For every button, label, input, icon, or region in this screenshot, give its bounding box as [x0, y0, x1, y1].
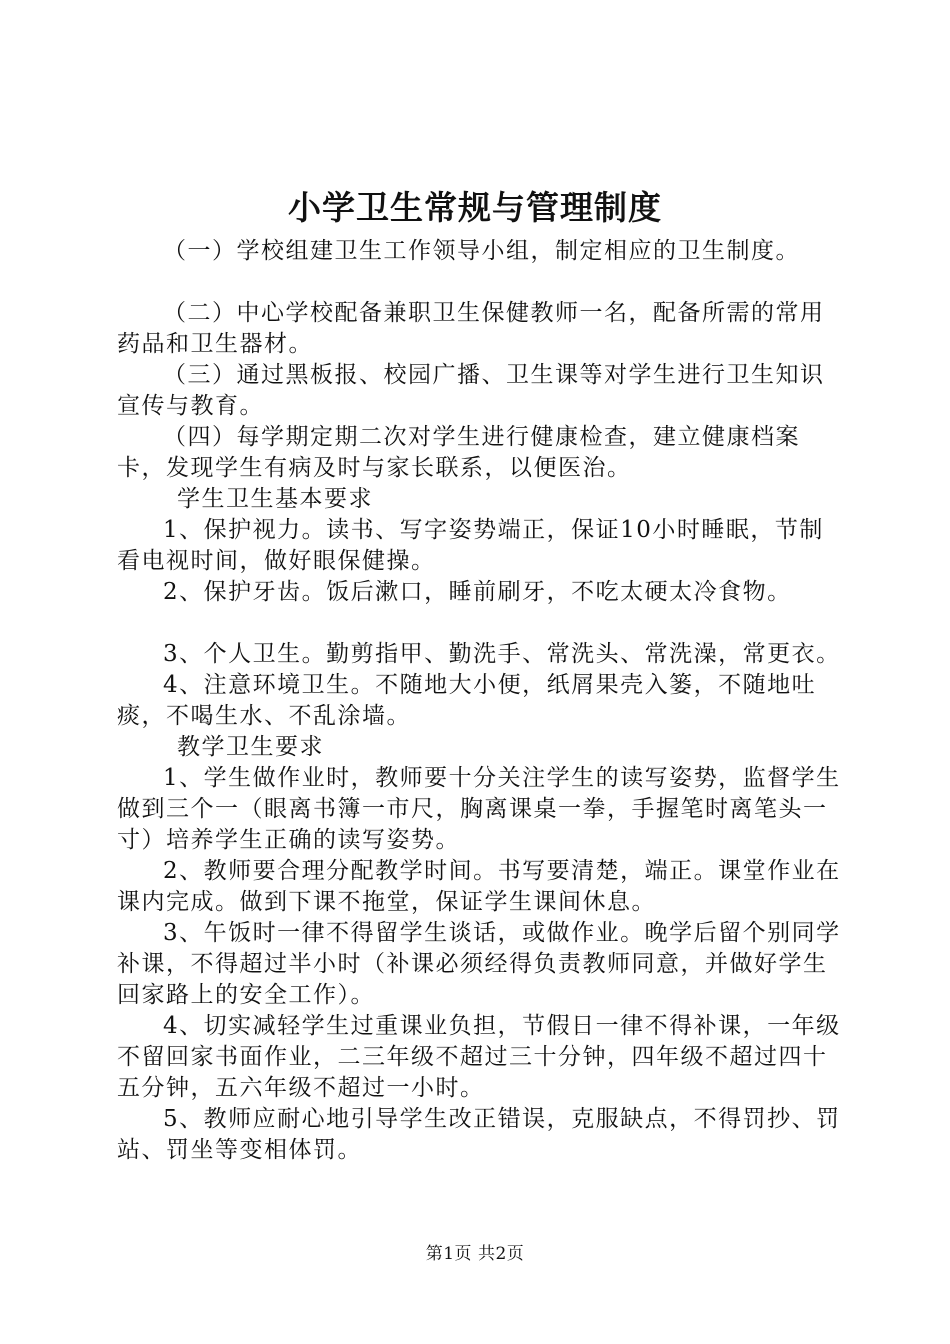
list-item: 4、注意环境卫生。不随地大小便，纸屑果壳入篓，不随地吐痰，不喝生水、不乱涂墙。: [117, 672, 817, 729]
page-footer: 第1页 共2页: [425, 1244, 525, 1264]
list-item: 1、保护视力。读书、写字姿势端正，保证10小时睡眠，节制看电视时间，做好眼保健操。: [117, 517, 824, 574]
list-item: 5、教师应耐心地引导学生改正错误，克服缺点，不得罚抄、罚站、罚坐等变相体罚。: [117, 1106, 841, 1163]
document-body: [117, 236, 847, 1166]
section-heading: 学生卫生基本要求: [177, 486, 373, 512]
list-item: 1、学生做作业时，教师要十分关注学生的读写姿势，监督学生做到三个一（眼离书簿一市尺，胸离课桌一拳，手握笔时离笔头一寸）培养学生正确的读写姿势。: [117, 765, 841, 853]
list-item: 3、午饭时一律不得留学生谈话，或做作业。晚学后留个别同学补课，不得超过半小时（补课必须经得负责教师同意，并做好学生回家路上的安全工作）。: [117, 920, 841, 1008]
paragraph: （一）学校组建卫生工作领导小组，制定相应的卫生制度。: [163, 238, 800, 264]
section-heading: 教学卫生要求: [177, 734, 324, 760]
paragraph: （二）中心学校配备兼职卫生保健教师一名，配备所需的常用药品和卫生器材。: [117, 300, 825, 357]
paragraph: （四）每学期定期二次对学生进行健康检查，建立健康档案卡，发现学生有病及时与家长联系，以便医治。: [117, 424, 800, 481]
list-item: 2、保护牙齿。饭后漱口，睡前刷牙，不吃太硬太冷食物。: [163, 579, 792, 605]
list-item: 4、切实减轻学生过重课业负担，节假日一律不得补课，一年级不留回家书面作业，二三年级不超过三十分钟，四年级不超过四十五分钟，五六年级不超过一小时。: [117, 1013, 841, 1101]
list-item: 2、教师要合理分配教学时间。书写要清楚，端正。课堂作业在课内完成。做到下课不拖堂，保证学生课间休息。: [117, 858, 841, 915]
paragraph: （三）通过黑板报、校园广播、卫生课等对学生进行卫生知识宣传与教育。: [117, 362, 825, 419]
list-item: 3、个人卫生。勤剪指甲、勤洗手、常洗头、常洗澡，常更衣。: [163, 641, 841, 667]
document-title: 小学卫生常规与管理制度: [288, 188, 662, 227]
